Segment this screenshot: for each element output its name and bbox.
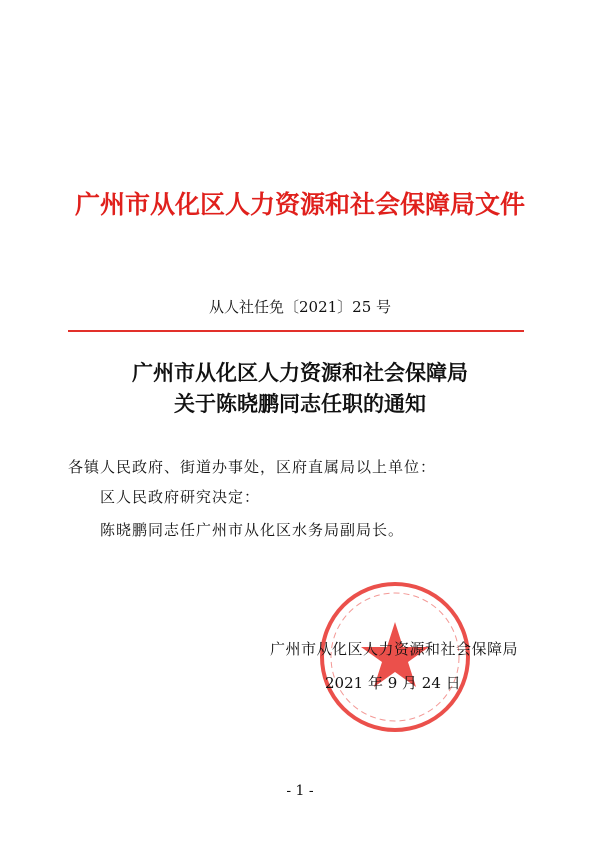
document-header: 广州市从化区人力资源和社会保障局文件 xyxy=(74,190,525,219)
paragraph-2: 陈晓鹏同志任广州市从化区水务局副局长。 xyxy=(100,521,405,539)
addressee: 各镇人民政府、街道办事处，区府直属局以上单位： xyxy=(68,458,437,476)
notice-title-line2: 关于陈晓鹏同志任职的通知 xyxy=(174,391,426,416)
signature-org: 广州市从化区人力资源和社会保障局 xyxy=(269,640,518,658)
page-number: - 1 - xyxy=(286,783,314,799)
document-number: 从人社任免〔2021〕25 号 xyxy=(208,298,392,316)
red-divider xyxy=(68,330,524,332)
paragraph-1: 区人民政府研究决定： xyxy=(100,488,261,506)
signature-date: 2021 年 9 月 24 日 xyxy=(325,674,461,692)
notice-title-line1: 广州市从化区人力资源和社会保障局 xyxy=(132,360,468,385)
